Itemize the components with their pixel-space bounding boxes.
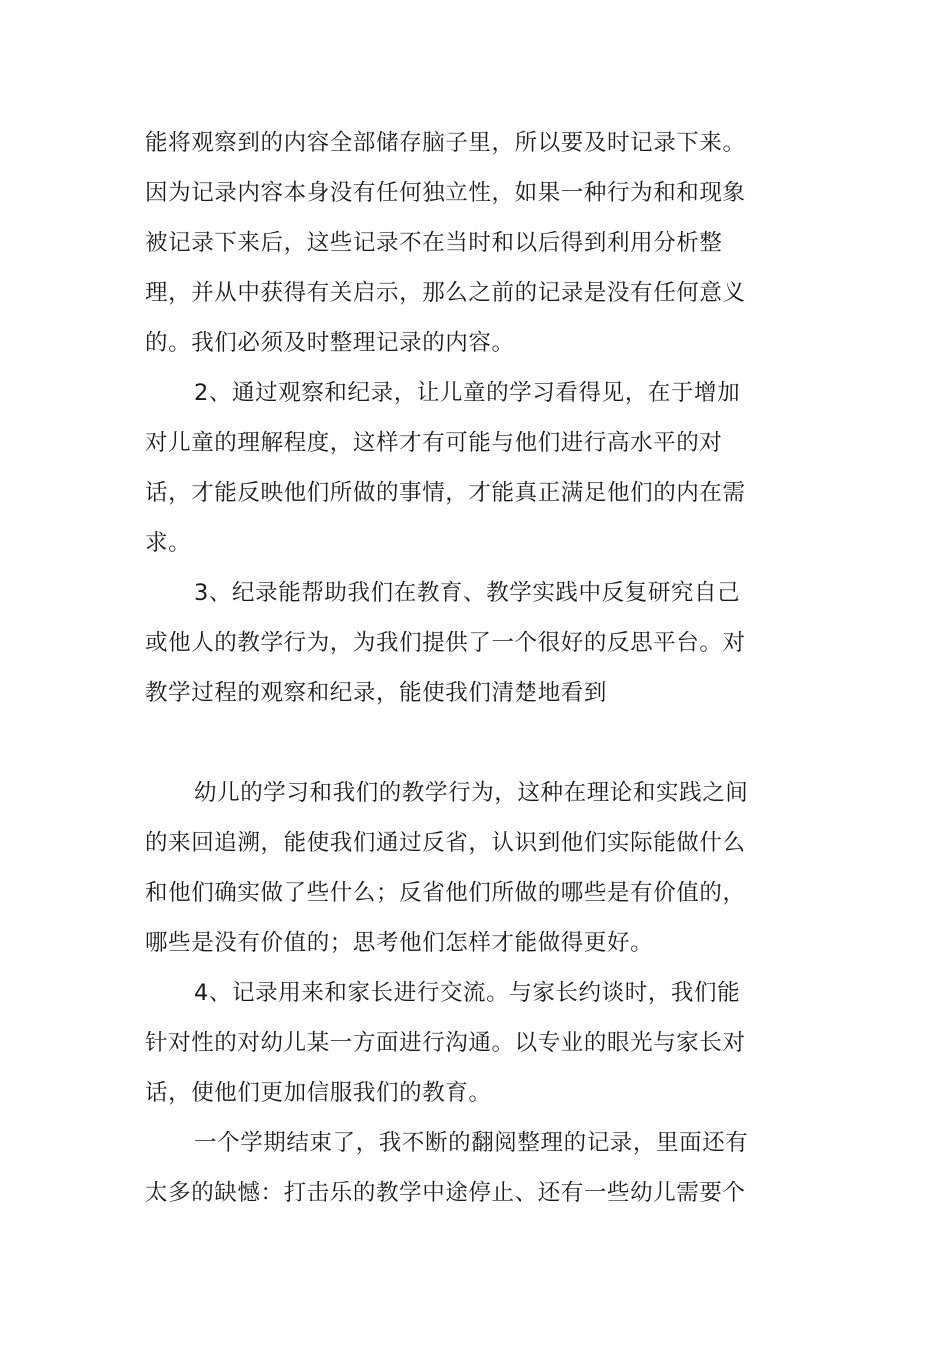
- text-line: 太多的缺憾：打击乐的教学中途停止、还有一些幼儿需要个: [145, 1180, 746, 1206]
- text-line: 2、通过观察和纪录，让儿童的学习看得见，在于增加: [194, 380, 741, 406]
- text-block-lower: [145, 768, 755, 1218]
- text-line: 一个学期结束了，我不断的翻阅整理的记录，里面还有: [194, 1130, 749, 1156]
- text-line: 幼儿的学习和我们的教学行为，这种在理论和实践之间: [194, 780, 749, 806]
- text-line: 4、记录用来和家长进行交流。与家长约谈时，我们能: [194, 980, 741, 1006]
- text-line: 对儿童的理解程度，这样才有可能与他们进行高水平的对: [145, 430, 723, 456]
- text-line: 因为记录内容本身没有任何独立性，如果一种行为和和现象: [145, 180, 746, 206]
- text-line: 教学过程的观察和纪录，能使我们清楚地看到: [145, 680, 608, 706]
- text-line: 能将观察到的内容全部储存脑子里，所以要及时记录下来。: [145, 130, 746, 156]
- text-line: 求。: [145, 530, 192, 556]
- text-line: 3、纪录能帮助我们在教育、教学实践中反复研究自己: [194, 580, 741, 606]
- text-line: 或他人的教学行为，为我们提供了一个很好的反思平台。对: [145, 630, 746, 656]
- text-line: 理，并从中获得有关启示，那么之前的记录是没有任何意义: [145, 280, 746, 306]
- text-line: 针对性的对幼儿某一方面进行沟通。以专业的眼光与家长对: [145, 1030, 746, 1056]
- text-line: 的。我们必须及时整理记录的内容。: [145, 330, 515, 356]
- text-line: 和他们确实做了些什么；反省他们所做的哪些是有价值的，: [145, 880, 746, 906]
- text-line: 的来回追溯，能使我们通过反省，认识到他们实际能做什么: [145, 830, 746, 856]
- text-line: 哪些是没有价值的；思考他们怎样才能做得更好。: [145, 930, 654, 956]
- text-line: 话，使他们更加信服我们的教育。: [145, 1080, 492, 1106]
- text-block-upper: [145, 118, 755, 718]
- text-line: 话，才能反映他们所做的事情，才能真正满足他们的内在需: [145, 480, 746, 506]
- text-line: 被记录下来后，这些记录不在当时和以后得到利用分析整: [145, 230, 723, 256]
